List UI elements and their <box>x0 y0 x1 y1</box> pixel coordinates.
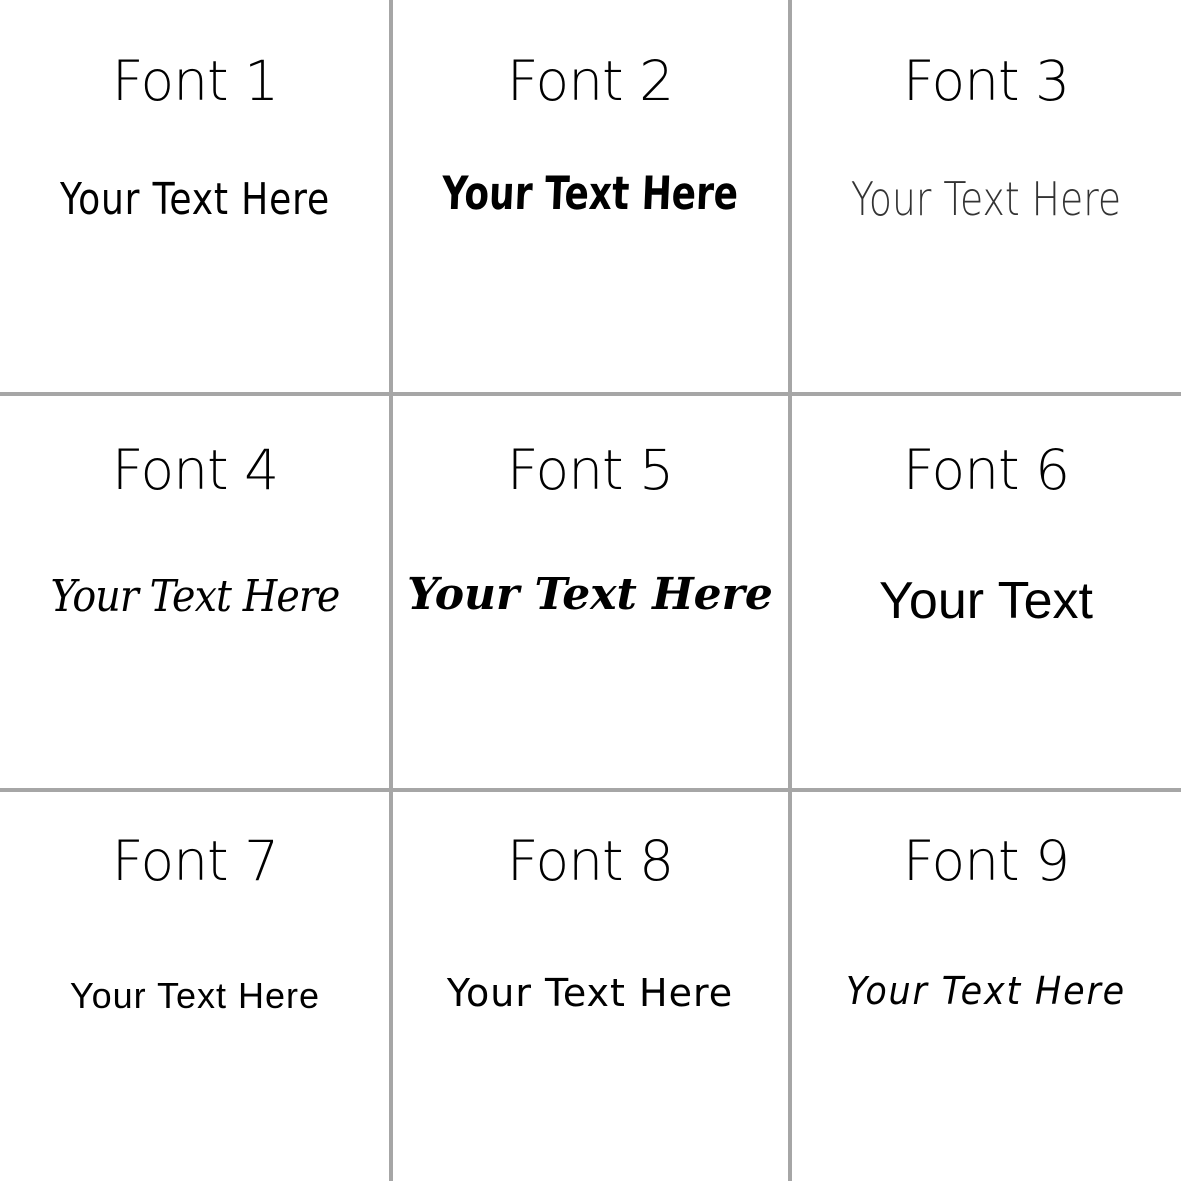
font-option-title: Font 1 <box>111 49 279 113</box>
font-option-6[interactable] <box>791 395 1181 785</box>
font-option-title: Font 5 <box>506 438 674 502</box>
font-option-title: Font 6 <box>902 438 1070 502</box>
font-option-title: Font 7 <box>111 829 279 893</box>
font-option-sample: Your Text Here <box>440 166 740 220</box>
font-option-title: Font 8 <box>506 829 674 893</box>
font-option-sample: Your Text Here <box>850 172 1122 226</box>
font-option-9[interactable] <box>791 792 1181 1182</box>
font-option-sample: Your Text Here <box>845 969 1127 1013</box>
font-option-sample: Your Text Here <box>50 571 340 622</box>
font-option-4[interactable] <box>0 395 390 785</box>
font-option-2[interactable] <box>395 0 785 390</box>
font-option-sample: Your Text <box>879 572 1093 630</box>
font-option-title: Font 4 <box>111 438 279 502</box>
font-option-title: Font 3 <box>902 49 1070 113</box>
font-option-3[interactable] <box>791 0 1181 390</box>
font-option-sample: Your Text Here <box>407 569 773 620</box>
font-option-sample: Your Text Here <box>60 174 330 225</box>
font-option-title: Font 2 <box>506 49 674 113</box>
font-option-1[interactable] <box>0 0 390 390</box>
font-option-title: Font 9 <box>902 829 1070 893</box>
font-option-7[interactable] <box>0 792 390 1182</box>
font-option-sample: Your Text Here <box>446 971 734 1015</box>
font-option-8[interactable] <box>395 792 785 1182</box>
font-option-5[interactable] <box>395 395 785 785</box>
font-option-sample: Your Text Here <box>69 975 321 1016</box>
